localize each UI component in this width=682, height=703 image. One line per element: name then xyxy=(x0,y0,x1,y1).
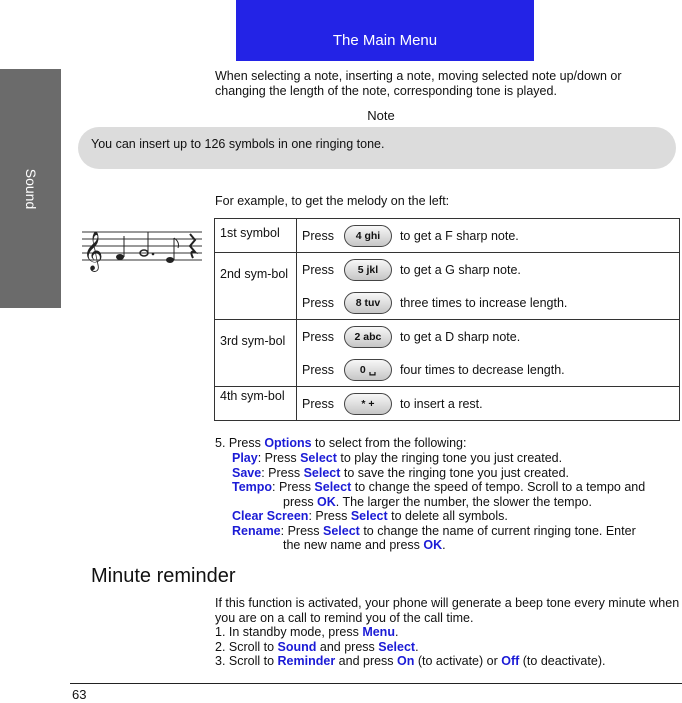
press-text: Press xyxy=(302,295,334,310)
row-label: 3rd sym-bol xyxy=(215,320,297,387)
list-item: Play: Press Select to play the ringing tone you just created. xyxy=(232,451,563,465)
note-text: You can insert up to 126 symbols in one ringing tone. xyxy=(91,137,385,151)
press-text: Press xyxy=(302,396,334,411)
key-4-icon: 4 ghi xyxy=(344,225,392,247)
table-row xyxy=(215,320,680,387)
note-title: Note xyxy=(367,108,395,123)
key-0-icon: 0 ␣ xyxy=(344,359,392,381)
table-row xyxy=(215,253,680,320)
row-label: 4th sym-bol xyxy=(215,387,297,421)
key-star-icon: * + xyxy=(344,393,392,415)
instruction-text: four times to decrease length. xyxy=(399,362,565,377)
list-item-continued: press OK. The larger the number, the slower the tempo. xyxy=(283,495,592,509)
footer-divider xyxy=(70,683,682,684)
intro-paragraph: When selecting a note, inserting a note, moving selected note up/down or changing the length of the note, corresponding tone is played. xyxy=(215,69,622,98)
row-label: 1st symbol xyxy=(215,219,297,253)
page-number: 63 xyxy=(72,687,87,702)
press-text: Press xyxy=(302,262,334,277)
press-text: Press xyxy=(302,362,334,377)
step-3: 3. Scroll to Reminder and press On (to activate) or Off (to deactivate). xyxy=(215,654,606,668)
reminder-intro: If this function is activated, your phone will generate a beep tone every minute when you are on a call to remind you of the call time. xyxy=(215,596,680,625)
step-1: 1. In standby mode, press Menu. xyxy=(215,625,399,639)
instruction-text: three times to increase length. xyxy=(399,295,568,310)
instruction-text: to get a G sharp note. xyxy=(399,262,521,277)
list-item: Clear Screen: Press Select to delete all symbols. xyxy=(232,509,508,523)
step-2: 2. Scroll to Sound and press Select. xyxy=(215,640,419,654)
section-heading: Minute reminder xyxy=(91,565,236,587)
symbol-table xyxy=(214,218,680,421)
key-5-icon: 5 jkl xyxy=(344,259,392,281)
section-side-tab-label: Sound xyxy=(22,168,39,209)
table-row xyxy=(215,387,680,421)
example-intro: For example, to get the melody on the left: xyxy=(215,194,450,208)
list-item-continued: the new name and press OK. xyxy=(283,538,446,552)
press-text: Press xyxy=(302,329,334,344)
page-header xyxy=(236,0,534,61)
svg-text:𝄞: 𝄞 xyxy=(83,231,104,271)
melody-staff-image xyxy=(80,222,204,272)
list-item: Tempo: Press Select to change the speed of tempo. Scroll to a tempo and xyxy=(232,480,646,494)
note-box xyxy=(78,127,676,169)
section-side-tab xyxy=(0,69,61,308)
instruction-text: to insert a rest. xyxy=(399,396,483,411)
press-text: Press xyxy=(302,228,334,243)
page-header-title: The Main Menu xyxy=(332,32,438,49)
list-item: Rename: Press Select to change the name of current ringing tone. Enter xyxy=(232,524,636,538)
row-label: 2nd sym-bol xyxy=(215,253,297,320)
instruction-text: to get a D sharp note. xyxy=(399,329,521,344)
key-2-icon: 2 abc xyxy=(344,326,392,348)
key-8-icon: 8 tuv xyxy=(344,292,392,314)
list-item: Save: Press Select to save the ringing tone you just created. xyxy=(232,466,570,480)
table-row xyxy=(215,219,680,253)
step-5: 5. Press Options to select from the following: xyxy=(215,436,467,450)
instruction-text: to get a F sharp note. xyxy=(399,228,519,243)
